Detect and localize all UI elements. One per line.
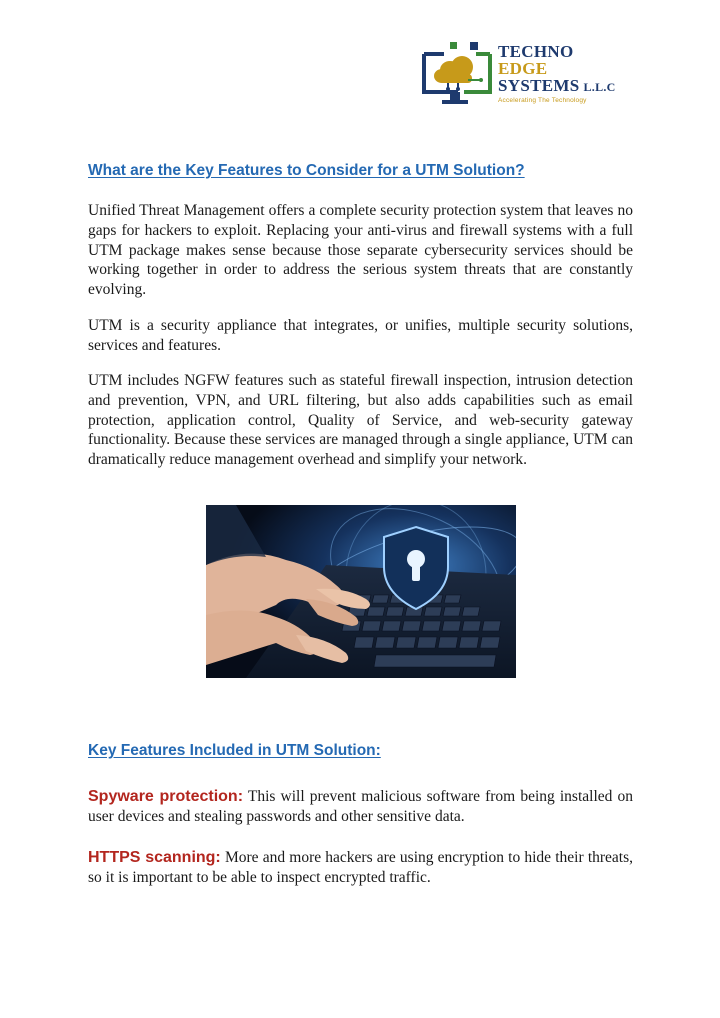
- cloud-network-logo-icon: [420, 40, 495, 106]
- logo-line-edge: EDGE: [498, 59, 548, 78]
- feature-description: This will prevent malicious software from being installed on user devices and stealing passwords and other sensitive data.: [88, 788, 633, 825]
- logo-tagline: Accelerating The Technology: [498, 97, 587, 104]
- feature-description: More and more hackers are using encryption to hide their threats, so it is important to be able to inspect encrypted traffic.: [88, 849, 634, 886]
- feature-term: Spyware protection:: [88, 788, 244, 805]
- logo-line-techno: TECHNO: [498, 42, 574, 61]
- paragraph-utm-intro: Unified Threat Management offers a complete security protection system that leaves no gaps for hackers to exploit. Replacing your anti-virus and firewall systems with a full UTM package makes sense because those separate cybersecurity services should be working together in order to address the serious system threats that are constantly evolving.: [88, 202, 633, 299]
- paragraph-utm-definition: UTM is a security appliance that integrates, or unifies, multiple security solutions, services and features.: [88, 317, 633, 354]
- cybersecurity-keyboard-photo: [206, 505, 516, 678]
- logo-line-systems: [498, 77, 616, 96]
- feature-term: HTTPS scanning:: [88, 849, 221, 866]
- logo-suffix: L.L.C: [583, 80, 616, 94]
- feature-https-scanning: [88, 848, 633, 888]
- feature-spyware-protection: [88, 787, 633, 827]
- section-heading-key-features-included: Key Features Included in UTM Solution:: [88, 742, 381, 759]
- paragraph-utm-ngfw: UTM includes NGFW features such as stateful firewall inspection, intrusion detection and prevention, VPN, and URL filtering, but also adds capabilities such as email protection, application control, Quality of Service, and web-security gateway functionality. Because these services are managed through a single appliance, UTM can dramatically reduce management overhead and simplify your network.: [88, 372, 633, 469]
- logo-systems-word: SYSTEMS: [498, 76, 580, 95]
- company-logo: [420, 40, 640, 110]
- section-heading-key-features-consider: What are the Key Features to Consider for a UTM Solution?: [88, 162, 525, 179]
